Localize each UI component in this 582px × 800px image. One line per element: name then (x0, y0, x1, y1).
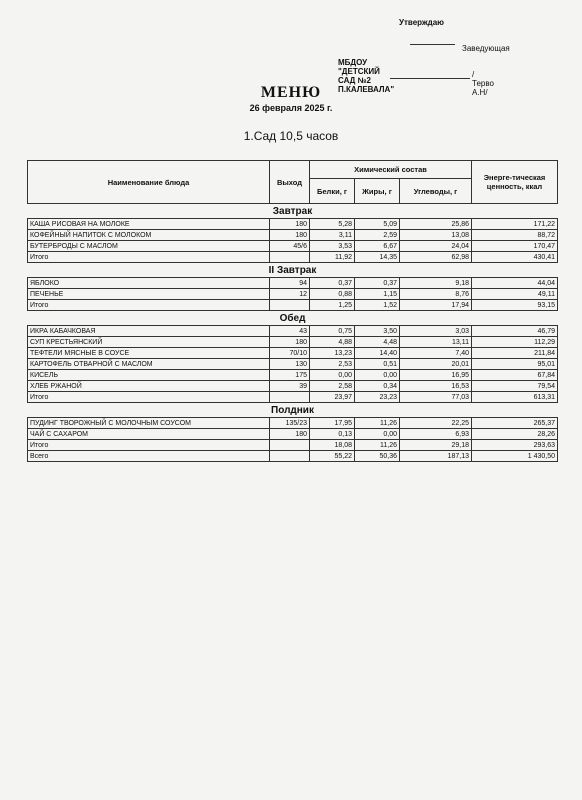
dish-protein: 0,37 (310, 278, 355, 289)
total-row (28, 392, 558, 403)
dish-yield: 180 (270, 429, 310, 440)
total-label: Итого (28, 392, 270, 403)
dish-protein: 17,95 (310, 418, 355, 429)
total-energy: 93,15 (472, 300, 558, 311)
total-protein: 1,25 (310, 300, 355, 311)
total-yield-empty (270, 252, 310, 263)
dish-fat: 5,09 (355, 219, 400, 230)
dish-fat: 6,67 (355, 241, 400, 252)
dish-fat: 0,00 (355, 429, 400, 440)
org-label: МБДОУ "ДЕТСКИЙ САД №2 П.КАЛЕВАЛА" (338, 58, 395, 94)
dish-energy: 170,47 (472, 241, 558, 252)
dish-name: КИСЕЛЬ (28, 370, 270, 381)
dish-name: КАША РИСОВАЯ НА МОЛОКЕ (28, 219, 270, 230)
table-row (28, 241, 558, 252)
dish-name: ПУДИНГ ТВОРОЖНЫЙ С МОЛОЧНЫМ СОУСОМ (28, 418, 270, 429)
dish-yield: 130 (270, 359, 310, 370)
dish-carbs: 3,03 (400, 326, 472, 337)
total-fat: 11,26 (355, 440, 400, 451)
total-energy: 613,31 (472, 392, 558, 403)
dish-energy: 171,22 (472, 219, 558, 230)
dish-carbs: 16,95 (400, 370, 472, 381)
dish-protein: 4,88 (310, 337, 355, 348)
dish-name: ПЕЧЕНЬЕ (28, 289, 270, 300)
page-title: МЕНЮ (260, 84, 322, 101)
dish-carbs: 20,01 (400, 359, 472, 370)
signature-name: /Терво А.Н/ (472, 70, 494, 97)
dish-energy: 46,79 (472, 326, 558, 337)
table-row (28, 278, 558, 289)
section-title: II Завтрак (28, 263, 558, 278)
grand-total-row (28, 451, 558, 462)
total-yield-empty (270, 440, 310, 451)
dish-yield: 43 (270, 326, 310, 337)
header-energy: Энерге-тическая ценность, ккал (472, 161, 558, 204)
menu-subtitle: 1.Сад 10,5 часов (243, 129, 339, 143)
dish-protein: 0,75 (310, 326, 355, 337)
table-row (28, 348, 558, 359)
dish-energy: 88,72 (472, 230, 558, 241)
dish-protein: 3,11 (310, 230, 355, 241)
table-row (28, 289, 558, 300)
table-row (28, 337, 558, 348)
header-protein: Белки, г (310, 179, 355, 204)
total-label: Итого (28, 300, 270, 311)
signature-line-2 (390, 78, 470, 79)
position-label: Заведующая (462, 44, 510, 53)
dish-protein: 0,88 (310, 289, 355, 300)
dish-yield: 135/23 (270, 418, 310, 429)
table-row (28, 326, 558, 337)
total-row (28, 440, 558, 451)
section-header (28, 403, 558, 418)
section-title: Полдник (28, 403, 558, 418)
table-row (28, 219, 558, 230)
total-protein: 18,08 (310, 440, 355, 451)
dish-carbs: 7,40 (400, 348, 472, 359)
header-name: Наименование блюда (28, 161, 270, 204)
table-row (28, 370, 558, 381)
header-fat: Жиры, г (355, 179, 400, 204)
total-label: Итого (28, 252, 270, 263)
dish-energy: 28,26 (472, 429, 558, 440)
dish-energy: 211,84 (472, 348, 558, 359)
dish-name: БУТЕРБРОДЫ С МАСЛОМ (28, 241, 270, 252)
dish-yield: 175 (270, 370, 310, 381)
dish-fat: 0,37 (355, 278, 400, 289)
dish-protein: 0,13 (310, 429, 355, 440)
dish-protein: 0,00 (310, 370, 355, 381)
dish-carbs: 22,25 (400, 418, 472, 429)
dish-protein: 13,23 (310, 348, 355, 359)
dish-name: ХЛЕБ РЖАНОЙ (28, 381, 270, 392)
dish-protein: 2,58 (310, 381, 355, 392)
table-row (28, 359, 558, 370)
menu-date: 26 февраля 2025 г. (249, 103, 333, 113)
dish-energy: 112,29 (472, 337, 558, 348)
dish-energy: 49,11 (472, 289, 558, 300)
dish-yield: 180 (270, 230, 310, 241)
table-row (28, 230, 558, 241)
section-title: Завтрак (28, 204, 558, 219)
total-carbs: 62,98 (400, 252, 472, 263)
total-carbs: 29,18 (400, 440, 472, 451)
dish-yield: 180 (270, 337, 310, 348)
dish-energy: 67,84 (472, 370, 558, 381)
dish-name: КАРТОФЕЛЬ ОТВАРНОЙ С МАСЛОМ (28, 359, 270, 370)
dish-carbs: 16,53 (400, 381, 472, 392)
dish-protein: 3,53 (310, 241, 355, 252)
dish-name: ЯБЛОКО (28, 278, 270, 289)
dish-carbs: 25,86 (400, 219, 472, 230)
dish-carbs: 13,08 (400, 230, 472, 241)
total-fat: 14,35 (355, 252, 400, 263)
dish-protein: 2,53 (310, 359, 355, 370)
total-carbs: 17,94 (400, 300, 472, 311)
total-protein: 11,92 (310, 252, 355, 263)
total-yield-empty (270, 300, 310, 311)
grand-total-carbs: 187,13 (400, 451, 472, 462)
total-energy: 293,63 (472, 440, 558, 451)
grand-total-fat: 50,36 (355, 451, 400, 462)
dish-energy: 265,37 (472, 418, 558, 429)
dish-name: ЧАЙ С САХАРОМ (28, 429, 270, 440)
total-row (28, 252, 558, 263)
section-title: Обед (28, 311, 558, 326)
grand-total-label: Всего (28, 451, 270, 462)
approve-label: Утверждаю (399, 18, 444, 27)
header-carbs: Углеводы, г (400, 179, 472, 204)
dish-fat: 0,00 (355, 370, 400, 381)
total-yield-empty (270, 392, 310, 403)
dish-fat: 1,15 (355, 289, 400, 300)
section-header (28, 204, 558, 219)
dish-carbs: 24,04 (400, 241, 472, 252)
menu-table (27, 160, 558, 462)
header-yield: Выход (270, 161, 310, 204)
dish-yield: 70/10 (270, 348, 310, 359)
signature-line (410, 44, 455, 45)
dish-fat: 14,40 (355, 348, 400, 359)
table-row (28, 418, 558, 429)
total-energy: 430,41 (472, 252, 558, 263)
grand-total-yield-empty (270, 451, 310, 462)
dish-yield: 180 (270, 219, 310, 230)
header-chem: Химический состав (310, 161, 472, 179)
dish-name: ИКРА КАБАЧКОВАЯ (28, 326, 270, 337)
dish-energy: 79,54 (472, 381, 558, 392)
section-header (28, 263, 558, 278)
dish-fat: 3,50 (355, 326, 400, 337)
dish-energy: 44,04 (472, 278, 558, 289)
menu-body (28, 204, 558, 462)
total-protein: 23,97 (310, 392, 355, 403)
dish-name: СУП КРЕСТЬЯНСКИЙ (28, 337, 270, 348)
grand-total-energy: 1 430,50 (472, 451, 558, 462)
dish-fat: 4,48 (355, 337, 400, 348)
dish-carbs: 6,93 (400, 429, 472, 440)
total-label: Итого (28, 440, 270, 451)
dish-energy: 95,01 (472, 359, 558, 370)
dish-fat: 0,34 (355, 381, 400, 392)
dish-name: ТЕФТЕЛИ МЯСНЫЕ В СОУСЕ (28, 348, 270, 359)
total-row (28, 300, 558, 311)
dish-carbs: 13,11 (400, 337, 472, 348)
dish-carbs: 8,76 (400, 289, 472, 300)
total-carbs: 77,03 (400, 392, 472, 403)
dish-fat: 11,26 (355, 418, 400, 429)
total-fat: 1,52 (355, 300, 400, 311)
dish-yield: 94 (270, 278, 310, 289)
dish-fat: 0,51 (355, 359, 400, 370)
table-row (28, 429, 558, 440)
section-header (28, 311, 558, 326)
dish-protein: 5,28 (310, 219, 355, 230)
table-row (28, 381, 558, 392)
dish-yield: 45/6 (270, 241, 310, 252)
dish-yield: 12 (270, 289, 310, 300)
dish-name: КОФЕЙНЫЙ НАПИТОК С МОЛОКОМ (28, 230, 270, 241)
dish-yield: 39 (270, 381, 310, 392)
dish-carbs: 9,18 (400, 278, 472, 289)
grand-total-protein: 55,22 (310, 451, 355, 462)
dish-fat: 2,59 (355, 230, 400, 241)
total-fat: 23,23 (355, 392, 400, 403)
